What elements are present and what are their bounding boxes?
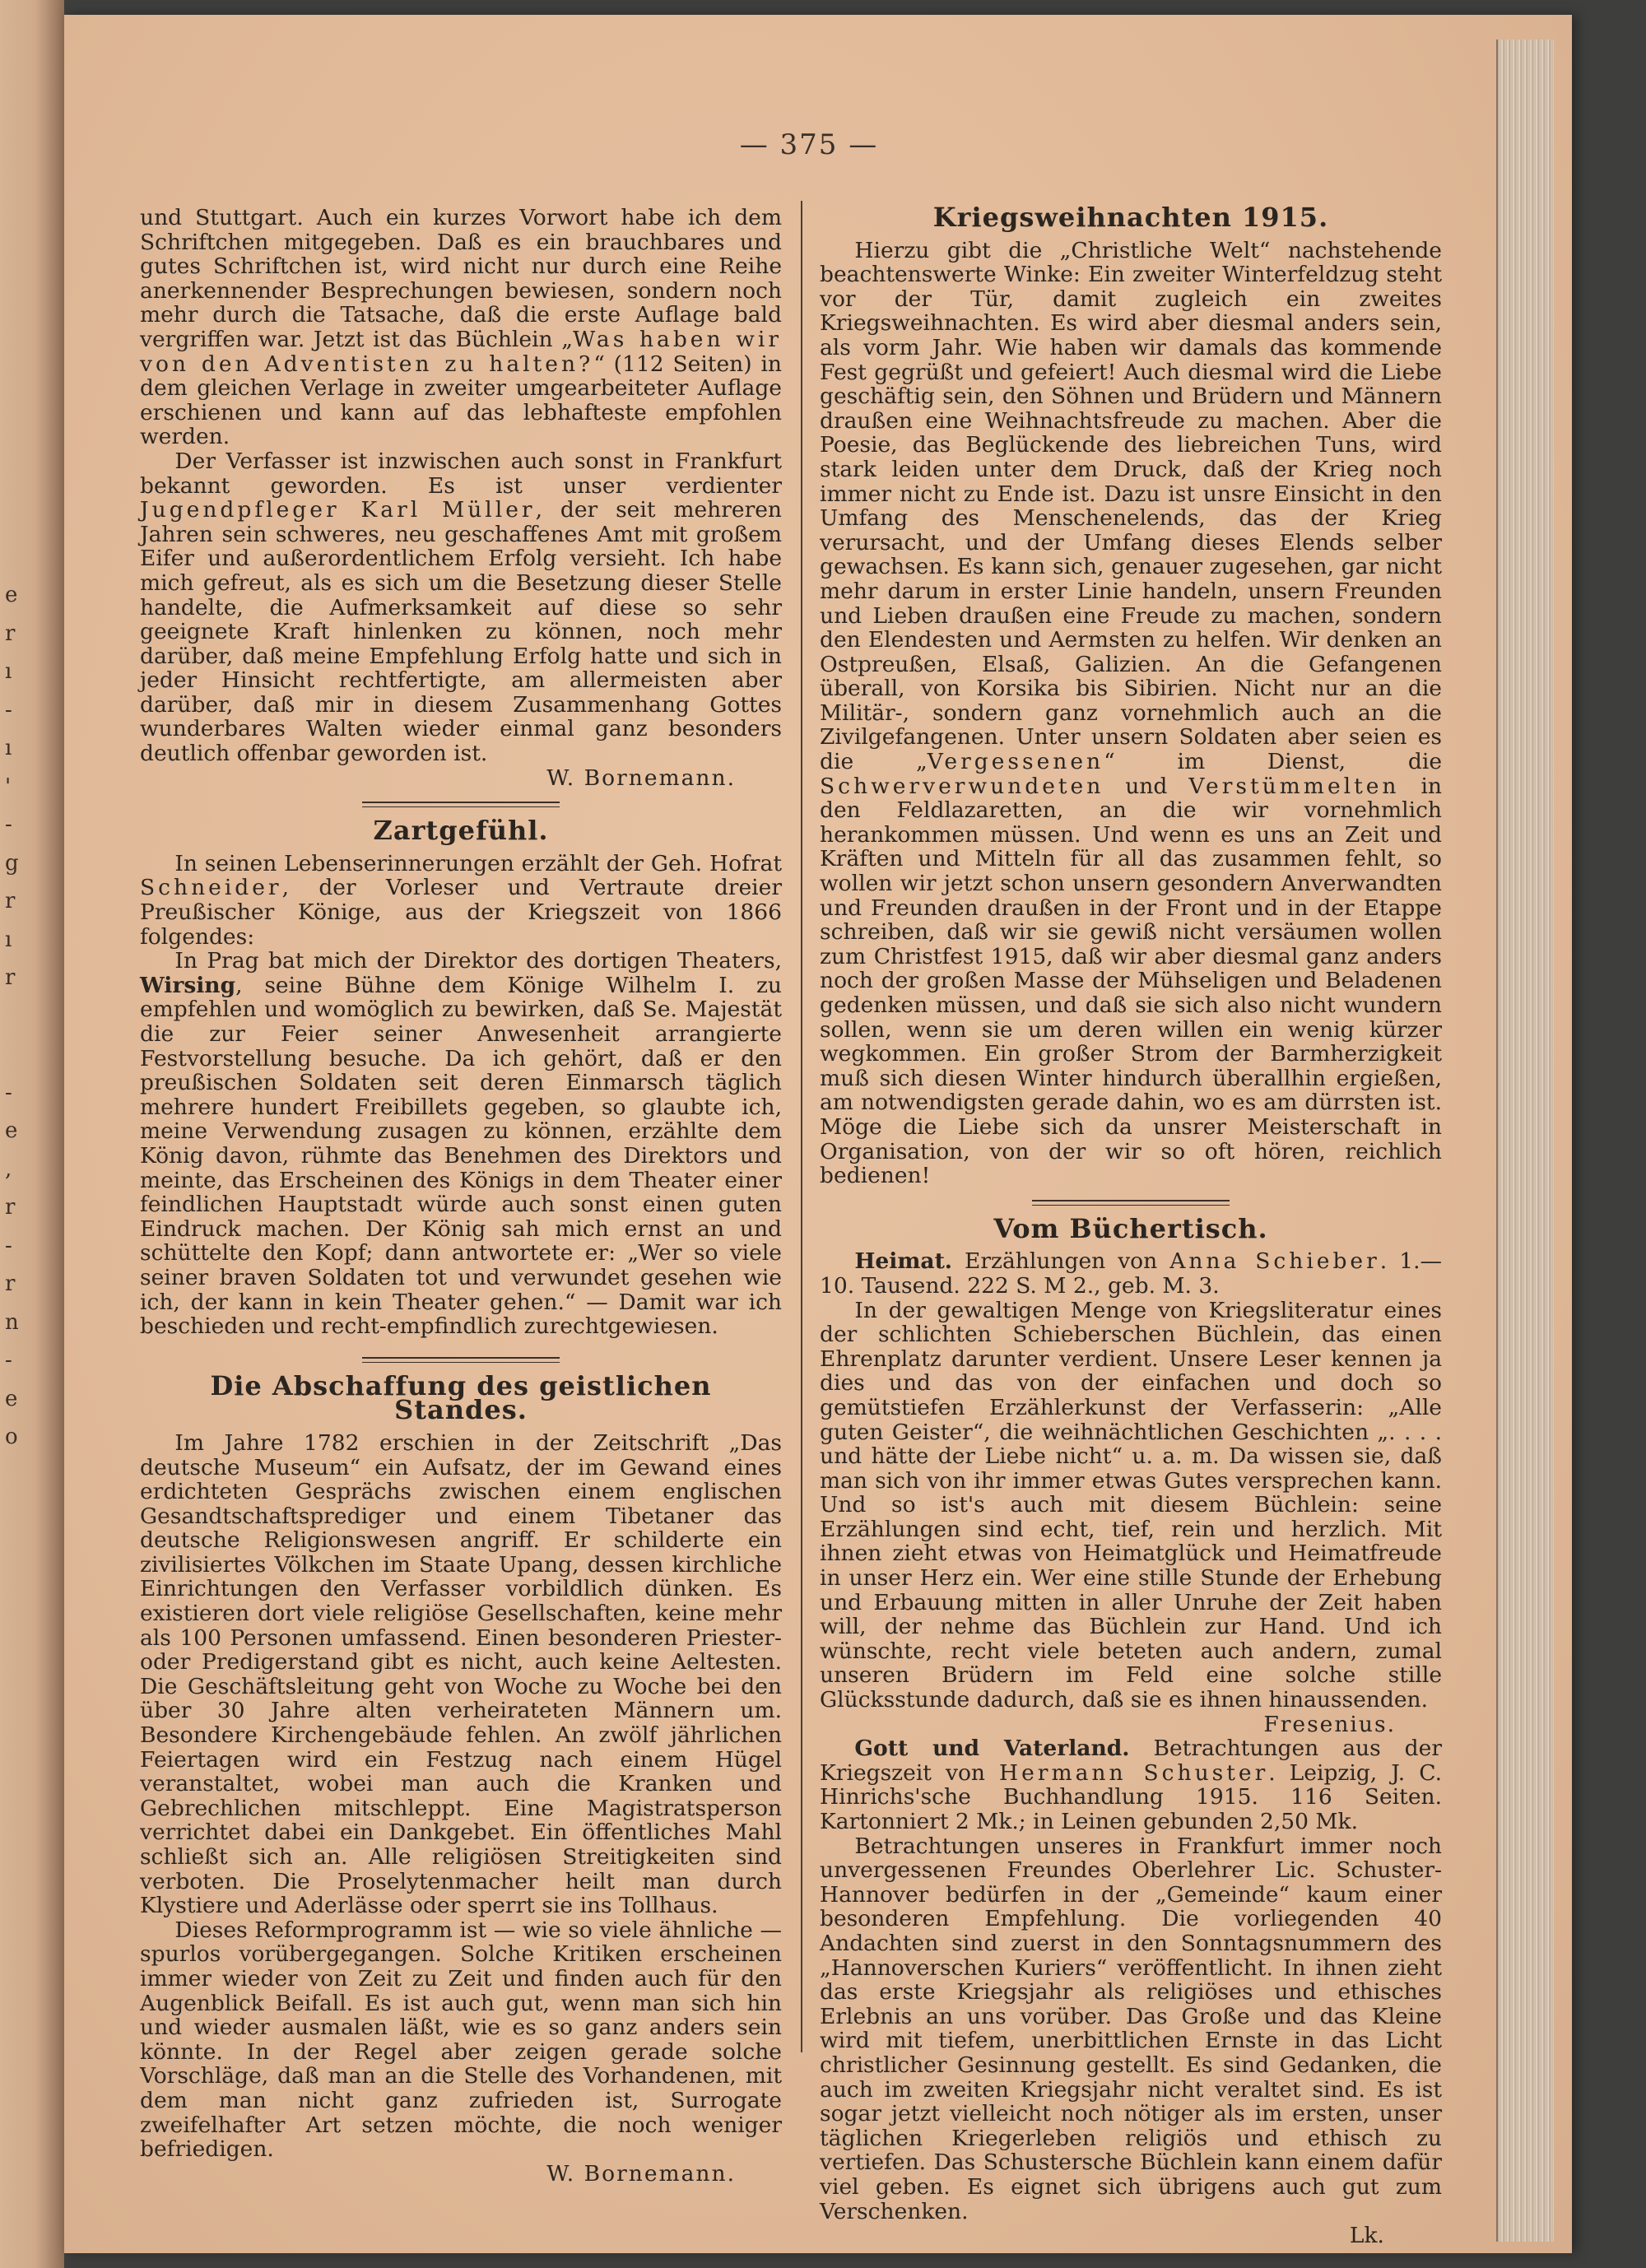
page-stack-edges (1496, 40, 1554, 2242)
paragraph: Hierzu gibt die „Christliche Welt“ nachstehende beachtenswerte Winke: Ein zweiter Winterfeldzug steht vor der Tür, damit zugleich ein zweites Kriegsweihnachten. Es wird aber diesmal anders sein, als vorm Jahr. Wie haben wir damals das kommende Fest gegrüßt und gefeiert! Auch diesmal wird die Liebe geschäftig sein, den Söhnen und Brüdern und Männern draußen eine Weihnachtsfreude zu machen. Aber die Poesie, das Beglückende des liebreichen Tuns, wird stark leiden unter dem Druck, daß der Krieg noch immer nicht zu Ende ist. Dazu ist unsre Einsicht in den Umfang des Menschenelends, das der Krieg verursacht, und der Umfang dieses Elends selber gewachsen. Es kann sich, genauer zugesehen, gar nicht mehr darum in erster Linie handeln, unsern Freunden und Lieben draußen eine Freude zu machen, sondern den Elendesten und Aermsten zu helfen. Wir denken an Ostpreußen, Elsaß, Galizien. An die Gefangenen überall, von Korsika bis Sibirien. Nicht nur an die Militär-, sondern ganz vornehmlich auch an die Zivilgefangenen. Unter unsern Soldaten aber seien es die „Vergessenen“ im Dienst, die Schwerverwundeten und Verstümmelten in den Feldlazaretten, an die wir vornehmlich herankommen müssen. Und wenn es uns an Zeit und Kräften und Mitteln für all das zusammen fehlt, so wollen wir jetzt schon unsern gesondern Anverwandten und Freunden draußen in der Front und in der Etappe schreiben, daß wir sie gewiß nicht versäumen wollen zum Christfest 1915, daß wir aber diesmal ganz anders noch der großen Masse der Mühseligen und Beladenen gedenken müssen, und daß sie sich also nicht wundern sollen, wenn sie um deren willen ein wenig kürzer wegkommen. Ein großer Strom der Barmherzigkeit muß sich diesen Winter hindurch überallhin ergießen, am notwendigsten gerade dahin, wo es am dürrsten ist. Möge die Liebe sich da unsrer Meisterschaft in Organisation, von der wir so oft hören, reichlich bedienen! (820, 237, 1443, 1189)
page-number: — 375 — (739, 128, 879, 161)
paragraph: Im Jahre 1782 erschien in der Zeitschrift „Das deutsche Museum“ ein Aufsatz, der im Gewand eines erdichteten Gesprächs zwischen einem englischen Gesandtschaftsprediger und einem Tibetaner das deutsche Religionswesen angriff. Er schilderte ein zivilisiertes Völkchen im Staate Upang, dessen kirchliche Einrichtungen den Verfasser vorbildlich dünken. Es existieren dort viele religiöse Gesellschaften, keine mehr als 100 Personen umfassend. Einen besonderen Priester- oder Predigerstand gibt es nicht, auch keine Aeltesten. Die Geschäftsleitung geht von Woche zu Woche bei den über 30 Jahre alten verheirateten Männern um. Besondere Kirchengebäude fehlen. An zwölf jährlichen Feiertagen wird ein Festzug nach einem Hügel veranstaltet, wobei man auch die Kranken und Gebrechlichen mitschleppt. Eine Magistratsperson verrichtet dabei ein Dankgebet. Ein öffentliches Mahl schließt sich an. Alle religiösen Streitigkeiten sind verboten. Die Proselytenmacher heilt man durch Klystiere und Aderlässe oder sperrt sie ins Tollhaus. (140, 1429, 782, 1919)
previous-page-edge (0, 0, 64, 2268)
paragraph: In Prag bat mich der Direktor des dortigen Theaters, Wirsing, seine Bühne dem Könige Wilhelm I. zu empfehlen und womöglich zu bewirken, daß Se. Majestät die zur Feier seiner Anwesenheit arrangierte Festvorstellung besuche. Da ich gehört, daß er den preußischen Soldaten seit deren Einmarsch täglich mehrere hundert Freibillets gegeben, so glaubte ich, meine Verwendung zusagen zu können, erzählte dem König davon, rühmte das Benehmen des Direktors und meinte, das Erscheinen des Königs in dem Theater einer feindlichen Hauptstadt würde auch sonst einen guten Eindruck machen. Der König sah mich ernst an und schüttelte den Kopf; dann antwortete er: „Wer so viele seiner braven Soldaten tot und verwundet gesehen wie ich, der kann in kein Theater gehen.“ — Damit war ich beschieden und recht-empfindlich zurechtgewiesen. (140, 948, 782, 1340)
paragraph: In seinen Lebenserinnerungen erzählt der Geh. Hofrat Schneider, der Vorleser und Vertraute dreier Preußischer Könige, aus der Kriegszeit von 1866 folgendes: (140, 850, 782, 950)
right-column (820, 202, 1443, 2249)
divider (362, 802, 560, 807)
paragraph: In der gewaltigen Menge von Kriegsliteratur eines der schlichten Schieberschen Büchlein, das einen Ehrenplatz darunter verdient. Unsere Leser kennen ja dies und das von der einfachen und doch so gemütstiefen Erzählerkunst der Verfasserin: „Alle guten Geister“, die weihnächtlichen Geschichten „. . . . und hätte der Liebe nicht“ u. a. m. Da wissen sie, daß man sich von ihr immer etwas Gutes versprechen kann. Und so ist's auch mit diesem Büchlein: seine Erzählungen sind echt, tief, rein und herzlich. Mit ihnen zieht etwas von Heimatglück und Heimatfreude in unser Herz ein. Wer eine stille Stunde der Erhebung und Erbauung mitten in aller Unruhe der Zeit haben will, der nehme das Büchlein zur Hand. Und ich wünschte, recht viele beteten auch andern, zumal unseren Brüdern im Feld eine solche stille Glücksstunde dadurch, daß sie es ihnen hinaussenden. (820, 1297, 1442, 1713)
edge-letters: e r ı - ı ' - g r ı r - e , r - r n - e o (5, 583, 19, 1449)
signature: Lk. (1349, 2223, 1384, 2249)
article-heading: Vom Büchertisch. (993, 1212, 1268, 1244)
divider (1032, 1200, 1230, 1206)
article-heading: Kriegsweihnachten 1915. (932, 202, 1329, 233)
signature: W. Bornemann. (546, 2160, 736, 2187)
paragraph: Der Verfasser ist inzwischen auch sonst in Frankfurt bekannt geworden. Es ist unser verdienter Jugendpfleger Karl Müller, der seit mehreren Jahren sein schweres, neu geschaffenes Amt mit großem Eifer und außerordentlichem Erfolg versieht. Ich habe mich gefreut, als es sich um die Besetzung dieser Stelle handelte, die Aufmerksamkeit auf diese so sehr geeignete Kraft hinlenken zu können, noch mehr darüber, daß meine Empfehlung Erfolg hatte und sich in jeder Hinsicht rechtfertigte, am allermeisten aber darüber, daß mir in diesem Zusammenhang Gottes wunderbares Walten wieder einmal ganz besonders deutlich offenbar geworden ist. (140, 448, 782, 767)
paragraph: Dieses Reformprogramm ist — wie so viele ähnliche — spurlos vorübergegangen. Solche Kritiken erscheinen immer wieder von Zeit zu Zeit und finden auch für den Augenblick Beifall. Es ist auch gut, wenn man sich hin und wieder ausmalen läßt, wie es so ganz anders sein könnte. In der Regel aber zeigen gerade solche Vorschläge, daß man an die Stelle des Vorhandenen, mit dem man nicht ganz zufrieden ist, Surrogate zweifelhafter Art setzen möchte, die noch weniger befriedigen. (140, 1917, 782, 2163)
article-heading: Zartgefühl. (373, 815, 549, 847)
divider (362, 1357, 560, 1363)
book-entry: Heimat. Erzählungen von Anna Schieber. 1.—10. Tausend. 222 S. M 2., geb. M. 3. (820, 1248, 1442, 1299)
paragraph: Betrachtungen unseres in Frankfurt immer noch unvergessenen Freundes Oberlehrer Lic. Schuster-Hannover bedürfen in der „Gemeinde“ kaum einer besonderen Empfehlung. Die vorliegenden 40 Andachten sind zuerst in den Sonntagsnummern des „Hannoverschen Kuriers“ veröffentlicht. In ihnen zieht das erste Kriegsjahr als religiöses und ethisches Erlebnis an uns vorüber. Das Große und das Kleine wird mit tiefem, unerbittlichen Ernste in das Licht christlicher Gesinnung gestellt. Es sind Gedanken, die auch im zweiten Kriegsjahr nicht veraltet sind. Es ist sogar jetzt vielleicht noch nötiger als im ersten, unser täglichen Kriegerleben religiös und ethisch zu vertiefen. Das Schustersche Büchlein kann einem dafür viel geben. Es eignet sich übrigens auch gut zum Verschenken. (820, 1833, 1442, 2224)
signature: Fresenius. (1263, 1711, 1396, 1737)
left-column (140, 206, 782, 2186)
signature: W. Bornemann. (546, 765, 736, 791)
article-heading: Die Abschaffung des geistlichen Standes. (210, 1369, 712, 1426)
column-rule (801, 201, 802, 2052)
paragraph: und Stuttgart. Auch ein kurzes Vorwort habe ich dem Schriftchen mitgegeben. Daß es ein brauchbares und gutes Schriftchen ist, wird nicht nur durch eine Reihe anerkennender Besprechungen bewiesen, sondern noch mehr durch die Tatsache, daß die erste Auflage bald vergriffen war. Jetzt ist das Büchlein „Was haben wir von den Adventisten zu halten?“ (112 Seiten) in dem gleichen Verlage in zweiter umgearbeiteter Auflage erschienen und kann auf das lebhafteste empfohlen werden. (140, 205, 782, 450)
book-entry: Gott und Vaterland. Betrachtungen aus der Kriegszeit von Hermann Schuster. Leipzig, J. C. Hinrichs'sche Buchhandlung 1915. 116 Seiten. Kartonniert 2 Mk.; in Leinen gebunden 2,50 Mk. (820, 1736, 1442, 1834)
page (64, 15, 1572, 2253)
